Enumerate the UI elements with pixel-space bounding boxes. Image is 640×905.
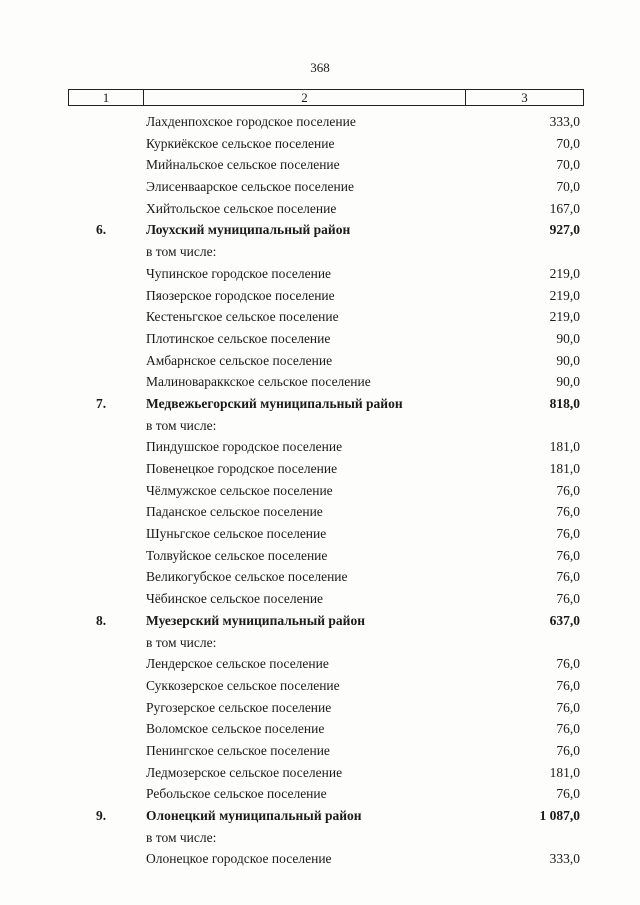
row-name: Повенецкое городское поселение [146,461,338,476]
table-row [0,523,640,545]
row-name: Толвуйское сельское поселение [146,547,328,563]
note-row [0,632,640,654]
district-row [0,610,640,632]
row-value: 76,0 [556,786,580,802]
row-value: 76,0 [556,591,580,607]
row-value: 167,0 [549,200,580,216]
row-name: Медвежьегорский муниципальный район [146,395,403,411]
header-col-2: 2 [144,90,466,105]
row-value: 818,0 [549,395,580,411]
page-number: 368 [310,60,330,75]
row-value: 90,0 [556,352,580,368]
row-value: 927,0 [549,222,580,238]
row-number: 6. [96,222,107,238]
row-value: 76,0 [556,721,580,737]
header-col-3: 3 [521,89,528,105]
table-row [0,436,640,458]
row-value: 76,0 [556,742,580,758]
row-value: 76,0 [556,526,580,542]
row-value: 70,0 [556,135,580,151]
row-name: Элисенваарское сельское поселение [146,179,354,195]
row-name: Лахденпохское городское поселение [146,114,356,129]
row-value: 181,0 [549,461,580,476]
row-value: 76,0 [556,482,580,498]
row-name: Ругозерское сельское поселение [146,699,332,715]
row-value: 76,0 [556,569,580,585]
row-value: 70,0 [556,157,580,173]
note-row [0,415,640,437]
row-value: 76,0 [556,677,580,693]
table-row [0,848,640,870]
table-row [0,783,640,805]
row-number: 9. [96,808,107,823]
row-name: Суккозерское сельское поселение [146,677,340,693]
row-name: Пяозерское городское поселение [146,287,335,303]
row-name: Паданское сельское поселение [146,504,323,520]
row-name: Кестеньгское сельское поселение [146,309,339,325]
table-row [0,458,640,480]
row-name: Олонецкий муниципальный район [146,808,362,823]
table-row [0,697,640,719]
row-name: Ребольское сельское поселение [146,786,327,802]
row-name: Ледмозерское сельское поселение [146,764,343,780]
table-row [0,762,640,784]
row-name: Олонецкое городское поселение [146,851,332,867]
table-row [0,588,640,610]
row-value: 70,0 [556,179,580,195]
row-name: Плотинское сельское поселение [146,330,331,346]
table-row [0,675,640,697]
row-value: 219,0 [549,265,580,281]
table-row [0,501,640,523]
table-body [0,111,640,870]
row-name: Чупинское городское поселение [146,265,332,281]
row-value: 181,0 [549,439,580,455]
table-row [0,263,640,285]
district-row [0,393,640,415]
row-value: 219,0 [549,309,580,325]
table-row [0,133,640,155]
table-header [68,89,584,106]
table-row [0,328,640,350]
row-name: в том числе: [146,634,217,650]
row-value: 76,0 [556,504,580,520]
row-name: в том числе: [146,417,217,433]
table-row [0,480,640,502]
row-number: 7. [96,395,107,411]
row-name: Куркиёкское сельское поселение [146,135,335,151]
table-row [0,306,640,328]
row-value: 333,0 [549,851,580,867]
row-name: в том числе: [146,244,217,260]
note-row [0,241,640,263]
row-value: 637,0 [549,612,580,628]
table-row [0,371,640,393]
row-name: Лендерское сельское поселение [146,656,329,672]
row-value: 90,0 [556,330,580,346]
header-col-1: 1 [69,90,144,105]
row-name: Пенингское сельское поселение [146,742,330,758]
row-value: 333,0 [549,114,580,129]
row-name: Шуньгское сельское поселение [146,526,327,542]
row-name: Пиндушское городское поселение [146,439,343,455]
table-row [0,566,640,588]
row-value: 1 087,0 [539,808,580,823]
row-name: Чёлмужское сельское поселение [146,482,333,498]
row-name: Малиновараккское сельское поселение [146,374,371,390]
table-row [0,176,640,198]
table-row [0,350,640,372]
row-number: 8. [96,612,107,628]
table-row [0,111,640,133]
row-name: Муезерский муниципальный район [146,612,365,628]
row-name: в том числе: [146,829,217,845]
district-row [0,805,640,827]
row-name: Воломское сельское поселение [146,721,325,737]
row-value: 76,0 [556,699,580,715]
district-row [0,219,640,241]
row-value: 219,0 [549,287,580,303]
row-name: Великогубское сельское поселение [146,569,348,585]
table-row [0,154,640,176]
row-name: Амбарнское сельское поселение [146,352,333,368]
row-name: Чёбинское сельское поселение [146,591,324,607]
table-row [0,653,640,675]
row-value: 76,0 [556,547,580,563]
table-row [0,545,640,567]
table-row [0,718,640,740]
row-name: Лоухский муниципальный район [146,222,351,238]
row-name: Хийтольское сельское поселение [146,200,337,216]
table-row [0,198,640,220]
note-row [0,827,640,849]
row-value: 90,0 [556,374,580,390]
row-value: 181,0 [549,764,580,780]
row-value: 76,0 [556,656,580,672]
table-row [0,740,640,762]
table-row [0,285,640,307]
row-name: Мийнальское сельское поселение [146,157,340,173]
